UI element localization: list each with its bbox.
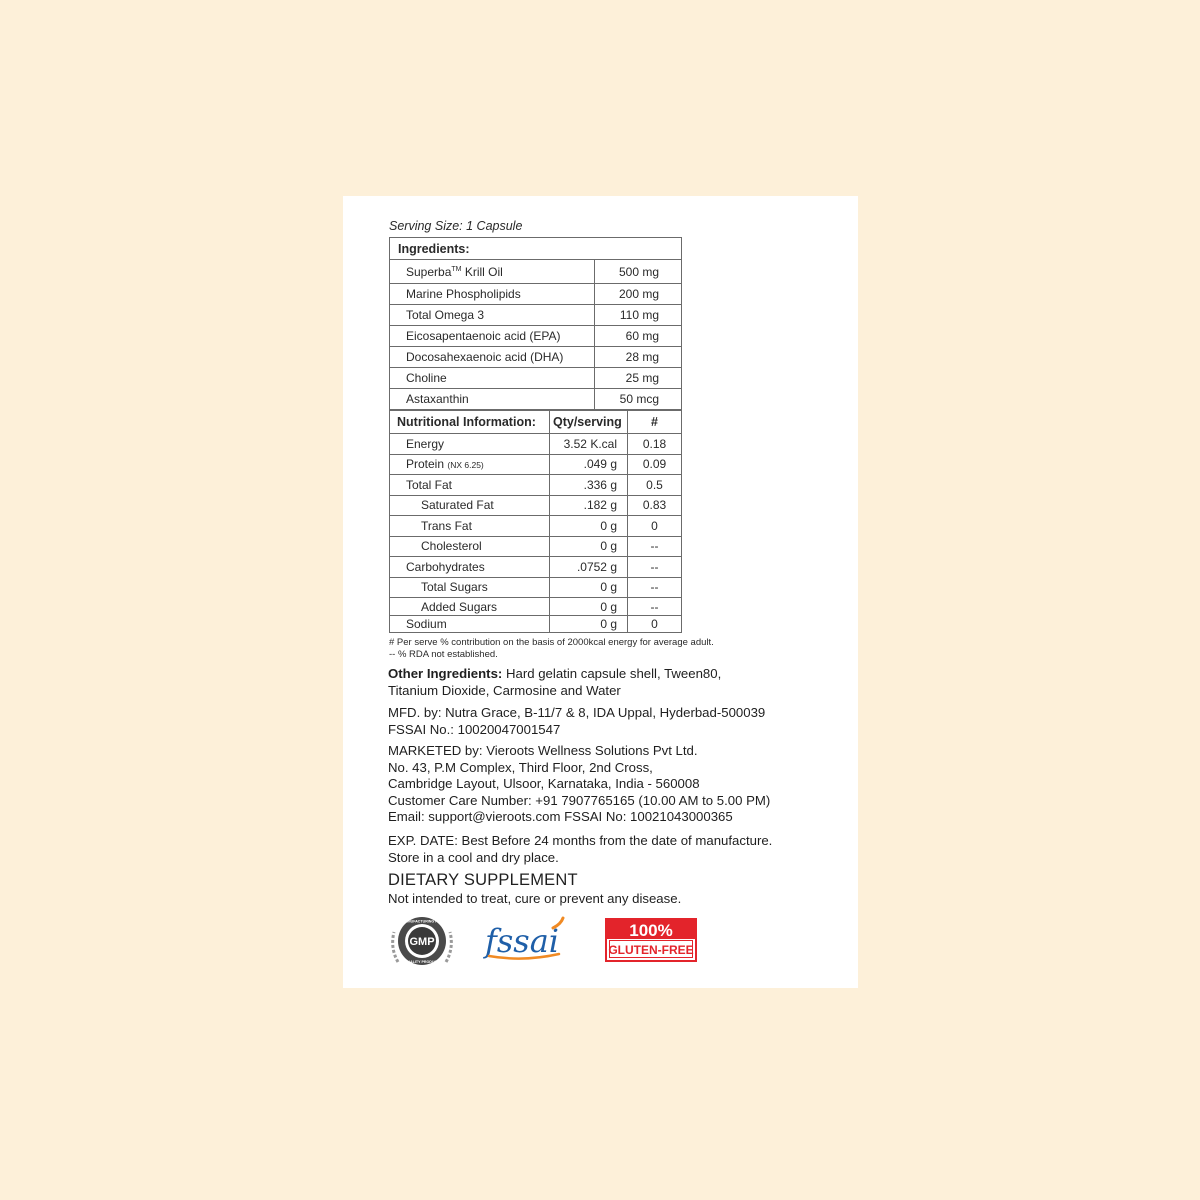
serving-size: Serving Size: 1 Capsule xyxy=(389,219,523,233)
marketed-line3: Cambridge Layout, Ulsoor, Karnataka, India - 560008 xyxy=(388,776,700,792)
table-row xyxy=(390,368,682,389)
table-row xyxy=(390,347,682,368)
nutrient-name: Total Sugars xyxy=(390,577,550,598)
nutrient-pct: -- xyxy=(628,536,682,557)
nutrient-qty: 0 g xyxy=(550,616,628,633)
nutrition-header-pct: # xyxy=(628,411,682,434)
nutrient-qty: 0 g xyxy=(550,598,628,616)
table-row xyxy=(390,557,682,578)
ingredient-name: Superba xyxy=(406,264,452,279)
nutrient-qty: .182 g xyxy=(550,495,628,516)
mfd-line2: FSSAI No.: 10020047001547 xyxy=(388,721,561,737)
other-ingredients-line2: Titanium Dioxide, Carmosine and Water xyxy=(388,682,621,698)
ingredients-header: Ingredients: xyxy=(390,238,682,260)
ingredient-name: Astaxanthin xyxy=(390,389,595,410)
gmp-ring-bottom: QUALITY PRODUCT xyxy=(404,960,440,964)
table-row xyxy=(390,389,682,410)
nutrient-pct: 0.5 xyxy=(628,475,682,496)
table-row xyxy=(390,326,682,347)
table-row xyxy=(390,260,682,284)
nutrient-name: Energy xyxy=(390,434,550,455)
footnote-dash: -- % RDA not established. xyxy=(389,649,498,660)
nutrient-name: Sodium xyxy=(390,616,550,633)
mfd-line1: MFD. by: Nutra Grace, B-11/7 & 8, IDA Uppal, Hyderbad-500039 xyxy=(388,705,766,720)
nutrient-pct: -- xyxy=(628,598,682,616)
nutrient-qty: 0 g xyxy=(550,577,628,598)
table-row xyxy=(390,305,682,326)
ingredients-table xyxy=(389,237,682,410)
footnote-hash: # Per serve % contribution on the basis of 2000kcal energy for average adult. xyxy=(389,637,714,648)
nutrient-name: Carbohydrates xyxy=(390,557,550,578)
gmp-text: GMP xyxy=(409,936,435,948)
marketed-line2: No. 43, P.M Complex, Third Floor, 2nd Cross, xyxy=(388,759,653,775)
nutrient-name: Added Sugars xyxy=(390,598,550,616)
fssai-logo-icon xyxy=(483,916,568,964)
ingredient-qty: 25 mg xyxy=(595,368,682,389)
dietary-supplement-title: DIETARY SUPPLEMENT xyxy=(388,871,578,889)
ingredient-name: Eicosapentaenoic acid (EPA) xyxy=(390,326,595,347)
ingredient-name-suffix: Krill Oil xyxy=(461,264,503,279)
table-row xyxy=(390,495,682,516)
nutrient-pct: 0.09 xyxy=(628,454,682,475)
table-row xyxy=(390,475,682,496)
other-ingredients xyxy=(388,666,828,699)
table-row xyxy=(390,536,682,557)
table-row xyxy=(390,577,682,598)
other-ingredients-line1: Hard gelatin capsule shell, Tween80, xyxy=(502,666,722,681)
nutrition-header-name: Nutritional Information: xyxy=(390,411,550,434)
expiry-info xyxy=(388,833,828,866)
nutrition-table xyxy=(389,410,682,633)
nutrient-pct: -- xyxy=(628,557,682,578)
gmp-badge-icon xyxy=(386,914,458,970)
gluten-percent: 100% xyxy=(629,921,673,940)
table-row xyxy=(390,616,682,633)
gluten-free-text: GLUTEN-FREE xyxy=(608,943,694,957)
nutrient-pct: 0.83 xyxy=(628,495,682,516)
nutrient-pct: 0.18 xyxy=(628,434,682,455)
table-row xyxy=(390,434,682,455)
nutrient-qty: .336 g xyxy=(550,475,628,496)
nutrition-header-qty: Qty/serving xyxy=(550,411,628,434)
ingredient-qty: 60 mg xyxy=(595,326,682,347)
ingredient-qty: 500 mg xyxy=(595,260,682,284)
nutrient-name: Trans Fat xyxy=(390,516,550,537)
table-row xyxy=(390,454,682,475)
nutrient-qty: 3.52 K.cal xyxy=(550,434,628,455)
nutrient-qty: .0752 g xyxy=(550,557,628,578)
nutrient-name: Cholesterol xyxy=(390,536,550,557)
table-row xyxy=(390,284,682,305)
ingredient-qty: 50 mcg xyxy=(595,389,682,410)
ingredient-qty: 110 mg xyxy=(595,305,682,326)
nutrient-note: (NX 6.25) xyxy=(447,460,484,471)
supplement-label xyxy=(343,196,858,988)
marketed-line4: Customer Care Number: +91 7907765165 (10.00 AM to 5.00 PM) xyxy=(388,792,771,808)
fssai-text: fssai xyxy=(485,922,559,960)
nutrient-pct: -- xyxy=(628,577,682,598)
ingredient-name: Marine Phospholipids xyxy=(390,284,595,305)
expiry-line1: EXP. DATE: Best Before 24 months from the date of manufacture. xyxy=(388,833,773,848)
ingredient-qty: 28 mg xyxy=(595,347,682,368)
nutrient-qty: 0 g xyxy=(550,516,628,537)
table-row xyxy=(390,598,682,616)
nutrient-pct: 0 xyxy=(628,516,682,537)
other-ingredients-label: Other Ingredients: xyxy=(388,666,503,681)
gmp-ring-top: GOOD MANUFACTURING PRACTICE xyxy=(390,919,454,924)
nutrient-name: Saturated Fat xyxy=(390,495,550,516)
marketed-line5: Email: support@vieroots.com FSSAI No: 10021043000365 xyxy=(388,809,733,825)
nutrient-pct: 0 xyxy=(628,616,682,633)
nutrition-header-row xyxy=(390,411,682,434)
trademark-mark: TM xyxy=(451,265,462,273)
ingredient-name: Total Omega 3 xyxy=(390,305,595,326)
table-row xyxy=(390,516,682,537)
nutrient-name: Total Fat xyxy=(390,475,550,496)
ingredient-name: Docosahexaenoic acid (DHA) xyxy=(390,347,595,368)
ingredient-name: Choline xyxy=(390,368,595,389)
marketed-line1: MARKETED by: Vieroots Wellness Solutions Pvt Ltd. xyxy=(388,743,698,758)
disclaimer-text: Not intended to treat, cure or prevent any disease. xyxy=(388,891,682,906)
nutrient-name: Protein xyxy=(406,457,445,472)
nutrient-qty: 0 g xyxy=(550,536,628,557)
manufacturer-info xyxy=(388,705,828,738)
ingredient-qty: 200 mg xyxy=(595,284,682,305)
nutrient-qty: .049 g xyxy=(550,454,628,475)
marketer-info xyxy=(388,743,828,826)
gluten-free-badge-icon xyxy=(605,918,697,962)
expiry-line2: Store in a cool and dry place. xyxy=(388,849,559,865)
